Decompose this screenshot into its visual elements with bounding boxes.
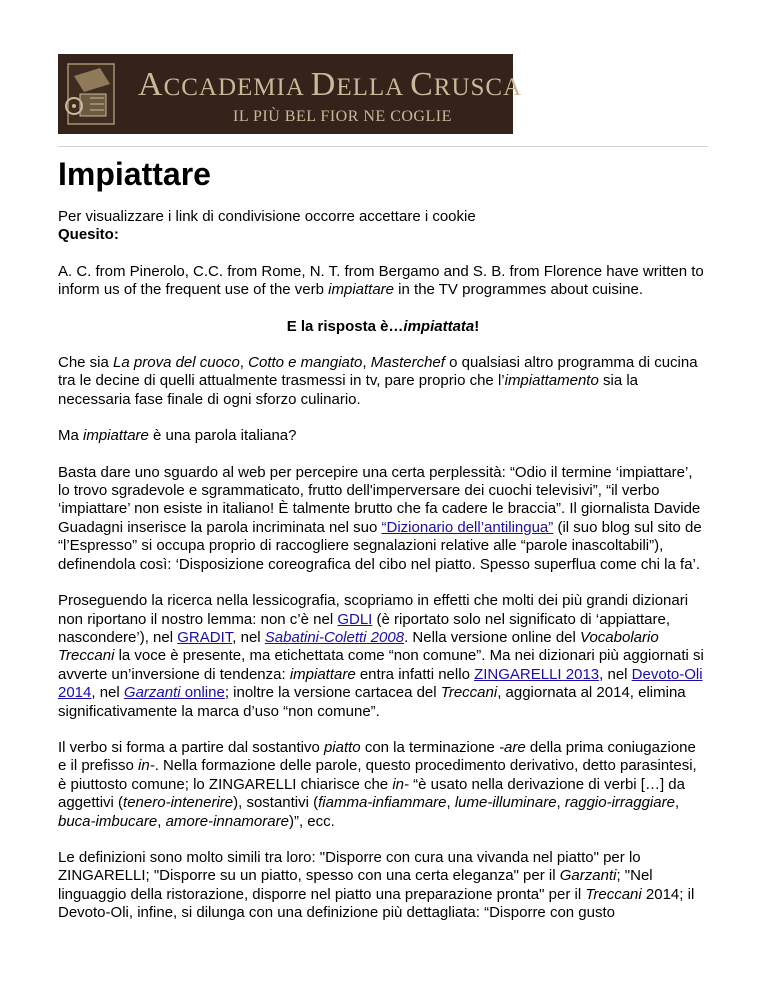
link-sabatini-coletti[interactable]: Sabatini-Coletti 2008 (264, 628, 405, 646)
link-garzanti-online[interactable]: Garzanti online (123, 684, 225, 702)
page-title: Impiattare (58, 156, 211, 192)
paragraph-2: Che sia La prova del cuoco, Cotto e mangiato, Masterchef o qualsiasi altro programma di cucina tra le decine di quelli attualmente trasmessi in tv, pare proprio che l’impiattamento sia la necessaria fase finale di ogni sforzo culinario. (58, 354, 698, 408)
paragraph-7: Le definizioni sono molto simili tra loro: "Disporre con cura una vivanda nel piatto" per lo ZINGARELLI; "Disporre su un piatto, spesso con una certa eleganza" per il Garzanti; "Nel linguaggio della ristorazione, disporre nel piatto una preparazione pronta" per il Treccani 2014; il Devoto-Oli, infine, si dilunga con una definizione più dettagliata: “Disporre con gusto (58, 848, 695, 922)
link-dizionario-antilingua[interactable]: “Dizionario dell’antilingua” (381, 518, 554, 536)
link-zingarelli-2013[interactable]: ZINGARELLI 2013 (474, 665, 600, 683)
link-gradit[interactable]: GRADIT (177, 628, 233, 646)
link-devoto-oli-2014[interactable]: Devoto-Oli 2014 (58, 665, 703, 702)
header-divider (58, 146, 708, 147)
question-label: Quesito: (58, 226, 119, 244)
paragraph-question: A. C. from Pinerolo, C.C. from Rome, N. T. from Bergamo and S. B. from Florence have written to inform us of the frequent use of the verb impiattare in the TV programmes about cuisine. (58, 262, 704, 299)
link-gdli[interactable]: GDLI (337, 610, 373, 628)
paragraph-3: Ma impiattare è una parola italiana? (58, 427, 297, 445)
article-body (58, 208, 708, 941)
site-banner[interactable] (58, 54, 523, 134)
banner-motto: IL PIÙ BEL FIOR NE COGLIE (233, 108, 452, 125)
banner-title: ACCADEMIA DELLA CRUSCA (138, 66, 523, 103)
bolting-machine-emblem-icon (60, 54, 128, 134)
cookie-notice: Per visualizzare i link di condivisione occorre accettare i cookie (58, 208, 476, 225)
answer-heading: E la risposta è…impiattata! (286, 317, 480, 335)
paragraph-6: Il verbo si forma a partire dal sostantivo piatto con la terminazione -are della prima coniugazione e il prefisso in-. Nella formazione delle parole, questo procedimento derivativo, detto parasintesi, è piuttosto comune; lo ZINGARELLI chiarisce che in- “è usato nella derivazione di verbi […] da aggettivi (tenero-intenerire), sostantivi (fiamma-infiammare, lume-illuminare, raggio-irraggiare, buca-imbucare, amore-innamorare)”, ecc. (58, 738, 697, 830)
paragraph-5: Proseguendo la ricerca nella lessicografia, scopriamo in effetti che molti dei più grandi dizionari non riportano il nostro lemma: non c’è nel GDLI (è riportato solo nel significato di ‘appiattare, nascondere’), nel GRADIT, nel Sabatini-Coletti 2008. Nella versione online del Vocabolario Treccani la voce è presente, ma etichettata come “non comune”. Ma nei dizionari più aggiornati si avverte un’inversione di tendenza: impiattare entra infatti nello ZINGARELLI 2013, nel Devoto-Oli 2014, nel Garzanti online; inoltre la versione cartacea del Treccani, aggiornata al 2014, elimina significativamente la marca d’uso “non comune”. (58, 592, 704, 720)
paragraph-4: Basta dare uno sguardo al web per percepire una certa perplessità: “Odio il termine ‘impiattare’, lo trovo sgradevole e sgrammaticato, frutto dell'imperversare dei cuochi televisivi”, “il verbo ‘impiattare’ non esiste in italiano! È talmente brutto che fa cadere le braccia”. Il giornalista Davide Guadagni inserisce la parola incriminata nel suo “Dizionario dell’antilingua” (il suo blog sul sito de “l’Espresso” si occupa proprio di raccogliere segnalazioni relative alle “parole inascoltabili”), definendola così: ‘Disposizione coreografica del cibo nel piatto. Spesso superflua come chi la fa’. (58, 463, 702, 573)
